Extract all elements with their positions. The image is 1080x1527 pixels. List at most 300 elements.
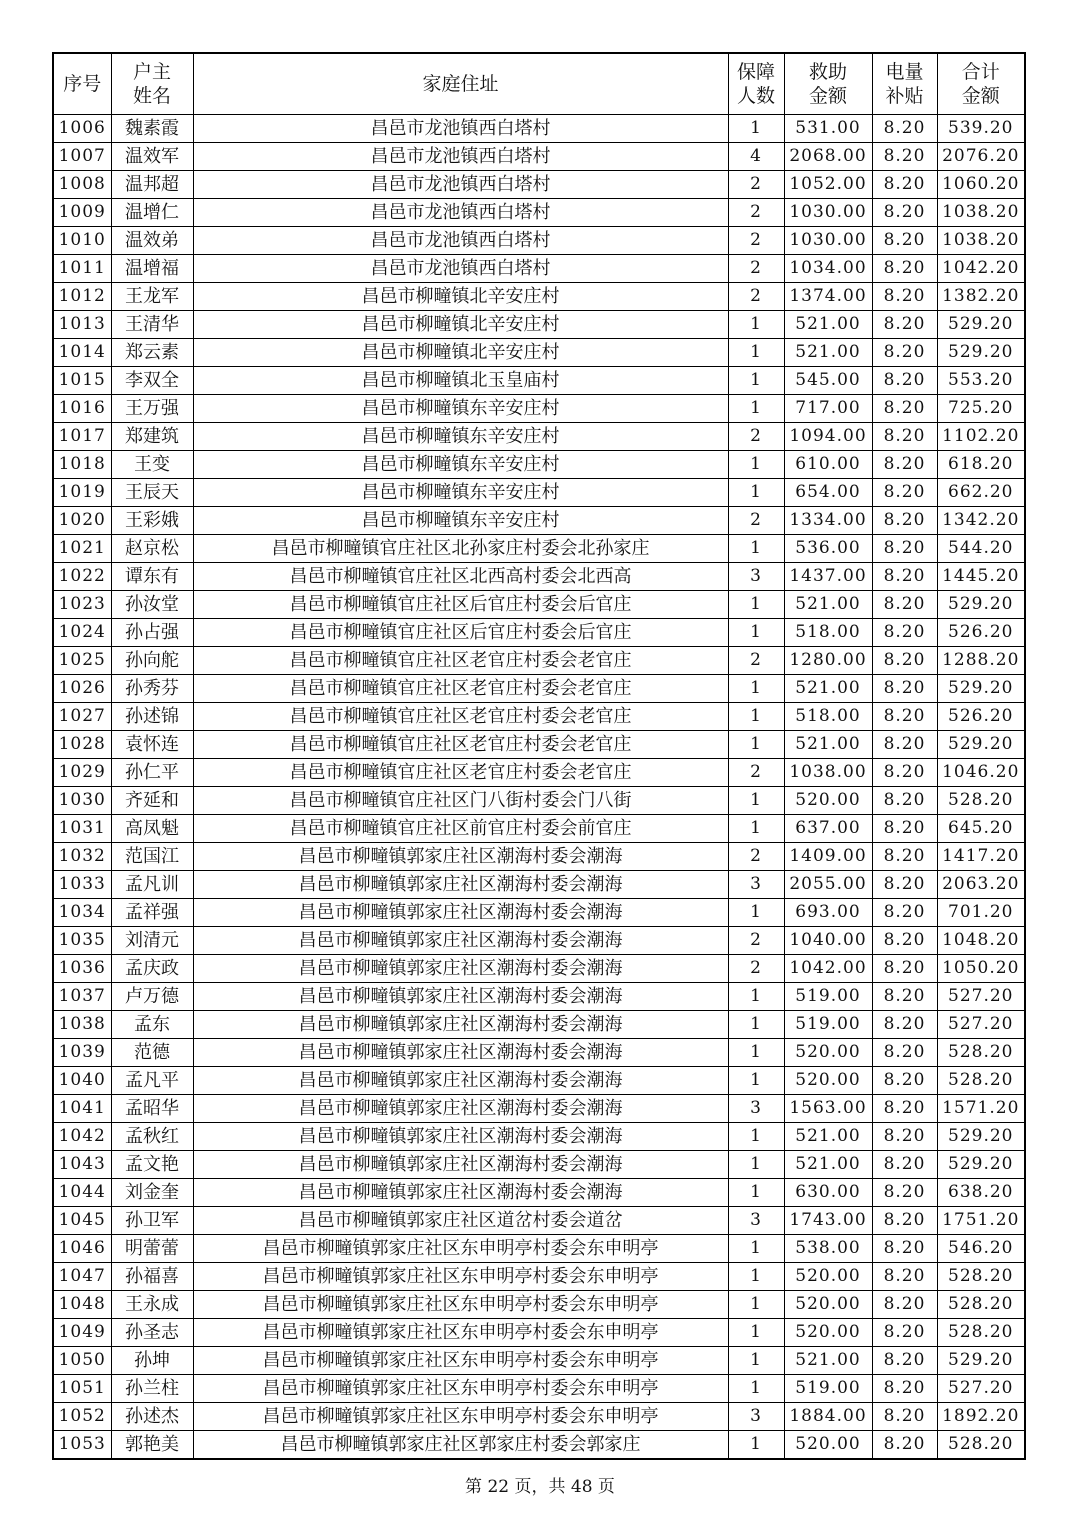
cell-address: 昌邑市柳疃镇郭家庄社区东申明亭村委会东申明亭	[193, 1235, 728, 1263]
table-row	[53, 1375, 1025, 1403]
cell-total-amount: 1042.20	[937, 255, 1025, 283]
cell-power-subsidy: 8.20	[872, 955, 937, 983]
cell-power-subsidy: 8.20	[872, 283, 937, 311]
cell-power-subsidy: 8.20	[872, 787, 937, 815]
cell-total-amount: 725.20	[937, 395, 1025, 423]
table-row	[53, 1431, 1025, 1460]
cell-people-count: 1	[728, 619, 784, 647]
cell-total-amount: 529.20	[937, 311, 1025, 339]
cell-people-count: 3	[728, 1403, 784, 1431]
cell-people-count: 1	[728, 1151, 784, 1179]
table-row	[53, 759, 1025, 787]
cell-seq: 1017	[53, 423, 111, 451]
cell-people-count: 2	[728, 283, 784, 311]
table-row	[53, 703, 1025, 731]
cell-address: 昌邑市柳疃镇官庄社区后官庄村委会后官庄	[193, 591, 728, 619]
cell-seq: 1016	[53, 395, 111, 423]
cell-power-subsidy: 8.20	[872, 983, 937, 1011]
cell-address: 昌邑市柳疃镇官庄社区老官庄村委会老官庄	[193, 647, 728, 675]
cell-total-amount: 544.20	[937, 535, 1025, 563]
table-row	[53, 675, 1025, 703]
cell-householder-name: 温效弟	[111, 227, 193, 255]
table-row	[53, 899, 1025, 927]
cell-seq: 1046	[53, 1235, 111, 1263]
cell-seq: 1049	[53, 1319, 111, 1347]
cell-power-subsidy: 8.20	[872, 1319, 937, 1347]
cell-aid-amount: 1743.00	[784, 1207, 872, 1235]
table-row	[53, 115, 1025, 143]
cell-power-subsidy: 8.20	[872, 927, 937, 955]
cell-householder-name: 孟庆政	[111, 955, 193, 983]
cell-total-amount: 662.20	[937, 479, 1025, 507]
cell-total-amount: 528.20	[937, 1263, 1025, 1291]
cell-total-amount: 1038.20	[937, 227, 1025, 255]
cell-power-subsidy: 8.20	[872, 395, 937, 423]
table-row	[53, 1263, 1025, 1291]
cell-total-amount: 529.20	[937, 1151, 1025, 1179]
cell-address: 昌邑市柳疃镇北玉皇庙村	[193, 367, 728, 395]
cell-aid-amount: 521.00	[784, 1347, 872, 1375]
cell-householder-name: 温增仁	[111, 199, 193, 227]
cell-aid-amount: 545.00	[784, 367, 872, 395]
cell-householder-name: 范国江	[111, 843, 193, 871]
cell-people-count: 1	[728, 1291, 784, 1319]
cell-power-subsidy: 8.20	[872, 675, 937, 703]
cell-seq: 1020	[53, 507, 111, 535]
cell-power-subsidy: 8.20	[872, 871, 937, 899]
cell-address: 昌邑市柳疃镇东辛安庄村	[193, 423, 728, 451]
cell-seq: 1034	[53, 899, 111, 927]
cell-address: 昌邑市柳疃镇郭家庄社区潮海村委会潮海	[193, 927, 728, 955]
cell-power-subsidy: 8.20	[872, 1403, 937, 1431]
cell-householder-name: 孙福喜	[111, 1263, 193, 1291]
cell-aid-amount: 521.00	[784, 591, 872, 619]
cell-seq: 1051	[53, 1375, 111, 1403]
cell-power-subsidy: 8.20	[872, 423, 937, 451]
cell-people-count: 2	[728, 171, 784, 199]
cell-people-count: 1	[728, 1179, 784, 1207]
cell-people-count: 1	[728, 1319, 784, 1347]
cell-seq: 1008	[53, 171, 111, 199]
cell-people-count: 3	[728, 1095, 784, 1123]
cell-address: 昌邑市柳疃镇郭家庄社区潮海村委会潮海	[193, 871, 728, 899]
cell-seq: 1024	[53, 619, 111, 647]
cell-total-amount: 1342.20	[937, 507, 1025, 535]
table-row	[53, 1347, 1025, 1375]
cell-aid-amount: 520.00	[784, 1319, 872, 1347]
header-aid-amount-line2: 金额	[808, 85, 847, 107]
cell-householder-name: 孟凡平	[111, 1067, 193, 1095]
cell-people-count: 1	[728, 1067, 784, 1095]
cell-seq: 1039	[53, 1039, 111, 1067]
table-row	[53, 1403, 1025, 1431]
cell-total-amount: 528.20	[937, 1291, 1025, 1319]
cell-aid-amount: 520.00	[784, 1039, 872, 1067]
cell-address: 昌邑市柳疃镇东辛安庄村	[193, 395, 728, 423]
cell-people-count: 1	[728, 1375, 784, 1403]
cell-power-subsidy: 8.20	[872, 339, 937, 367]
cell-people-count: 1	[728, 311, 784, 339]
cell-seq: 1050	[53, 1347, 111, 1375]
cell-seq: 1041	[53, 1095, 111, 1123]
cell-householder-name: 孟秋红	[111, 1123, 193, 1151]
cell-power-subsidy: 8.20	[872, 759, 937, 787]
cell-power-subsidy: 8.20	[872, 311, 937, 339]
cell-address: 昌邑市柳疃镇北辛安庄村	[193, 283, 728, 311]
cell-householder-name: 王彩娥	[111, 507, 193, 535]
cell-power-subsidy: 8.20	[872, 899, 937, 927]
cell-people-count: 1	[728, 535, 784, 563]
cell-aid-amount: 1437.00	[784, 563, 872, 591]
cell-total-amount: 1288.20	[937, 647, 1025, 675]
cell-address: 昌邑市柳疃镇官庄社区老官庄村委会老官庄	[193, 703, 728, 731]
table-row	[53, 1039, 1025, 1067]
cell-people-count: 2	[728, 927, 784, 955]
cell-seq: 1015	[53, 367, 111, 395]
cell-address: 昌邑市柳疃镇郭家庄社区潮海村委会潮海	[193, 1067, 728, 1095]
cell-aid-amount: 536.00	[784, 535, 872, 563]
cell-aid-amount: 518.00	[784, 703, 872, 731]
cell-people-count: 3	[728, 563, 784, 591]
cell-aid-amount: 520.00	[784, 787, 872, 815]
cell-people-count: 1	[728, 115, 784, 143]
table-row	[53, 171, 1025, 199]
cell-address: 昌邑市柳疃镇郭家庄社区潮海村委会潮海	[193, 955, 728, 983]
cell-total-amount: 1046.20	[937, 759, 1025, 787]
cell-address: 昌邑市柳疃镇郭家庄社区潮海村委会潮海	[193, 1123, 728, 1151]
cell-aid-amount: 518.00	[784, 619, 872, 647]
cell-total-amount: 1050.20	[937, 955, 1025, 983]
cell-people-count: 3	[728, 871, 784, 899]
cell-householder-name: 王万强	[111, 395, 193, 423]
cell-householder-name: 王辰天	[111, 479, 193, 507]
cell-people-count: 2	[728, 199, 784, 227]
cell-power-subsidy: 8.20	[872, 563, 937, 591]
cell-aid-amount: 610.00	[784, 451, 872, 479]
cell-aid-amount: 519.00	[784, 983, 872, 1011]
table-row	[53, 227, 1025, 255]
cell-seq: 1009	[53, 199, 111, 227]
cell-people-count: 1	[728, 395, 784, 423]
cell-power-subsidy: 8.20	[872, 1263, 937, 1291]
table-row	[53, 367, 1025, 395]
cell-householder-name: 谭东有	[111, 563, 193, 591]
header-householder-name-line1: 户主	[132, 61, 171, 83]
cell-power-subsidy: 8.20	[872, 647, 937, 675]
cell-people-count: 1	[728, 451, 784, 479]
cell-householder-name: 孙述杰	[111, 1403, 193, 1431]
cell-householder-name: 齐延和	[111, 787, 193, 815]
cell-total-amount: 1102.20	[937, 423, 1025, 451]
header-householder-name-line2: 姓名	[132, 85, 171, 107]
cell-householder-name: 温邦超	[111, 171, 193, 199]
cell-aid-amount: 1038.00	[784, 759, 872, 787]
header-power-subsidy	[872, 53, 937, 115]
cell-householder-name: 郑建筑	[111, 423, 193, 451]
cell-seq: 1047	[53, 1263, 111, 1291]
cell-total-amount: 528.20	[937, 787, 1025, 815]
cell-address: 昌邑市柳疃镇郭家庄社区东申明亭村委会东申明亭	[193, 1291, 728, 1319]
cell-aid-amount: 531.00	[784, 115, 872, 143]
cell-seq: 1030	[53, 787, 111, 815]
cell-total-amount: 527.20	[937, 1011, 1025, 1039]
cell-total-amount: 528.20	[937, 1039, 1025, 1067]
cell-total-amount: 1417.20	[937, 843, 1025, 871]
cell-address: 昌邑市柳疃镇官庄社区老官庄村委会老官庄	[193, 731, 728, 759]
cell-aid-amount: 2055.00	[784, 871, 872, 899]
cell-total-amount: 529.20	[937, 1347, 1025, 1375]
cell-aid-amount: 1030.00	[784, 199, 872, 227]
cell-address: 昌邑市柳疃镇郭家庄社区东申明亭村委会东申明亭	[193, 1319, 728, 1347]
table-row	[53, 451, 1025, 479]
cell-seq: 1013	[53, 311, 111, 339]
table-row	[53, 983, 1025, 1011]
cell-power-subsidy: 8.20	[872, 227, 937, 255]
cell-total-amount: 2063.20	[937, 871, 1025, 899]
table-row	[53, 563, 1025, 591]
cell-address: 昌邑市柳疃镇郭家庄社区道岔村委会道岔	[193, 1207, 728, 1235]
cell-aid-amount: 538.00	[784, 1235, 872, 1263]
table-row	[53, 787, 1025, 815]
cell-total-amount: 1060.20	[937, 171, 1025, 199]
cell-power-subsidy: 8.20	[872, 1347, 937, 1375]
cell-power-subsidy: 8.20	[872, 1235, 937, 1263]
cell-aid-amount: 1409.00	[784, 843, 872, 871]
table-row	[53, 1151, 1025, 1179]
cell-address: 昌邑市柳疃镇郭家庄社区潮海村委会潮海	[193, 1095, 728, 1123]
cell-people-count: 2	[728, 955, 784, 983]
cell-address: 昌邑市龙池镇西白塔村	[193, 227, 728, 255]
cell-aid-amount: 520.00	[784, 1263, 872, 1291]
header-total-amount	[937, 53, 1025, 115]
cell-aid-amount: 1280.00	[784, 647, 872, 675]
cell-address: 昌邑市柳疃镇郭家庄社区潮海村委会潮海	[193, 899, 728, 927]
table-row	[53, 871, 1025, 899]
table-row	[53, 619, 1025, 647]
cell-householder-name: 王龙军	[111, 283, 193, 311]
cell-power-subsidy: 8.20	[872, 451, 937, 479]
table-row	[53, 1067, 1025, 1095]
cell-address: 昌邑市柳疃镇东辛安庄村	[193, 479, 728, 507]
cell-address: 昌邑市柳疃镇官庄社区北西高村委会北西高	[193, 563, 728, 591]
cell-people-count: 2	[728, 423, 784, 451]
cell-aid-amount: 1052.00	[784, 171, 872, 199]
cell-seq: 1040	[53, 1067, 111, 1095]
cell-seq: 1045	[53, 1207, 111, 1235]
cell-people-count: 1	[728, 591, 784, 619]
cell-seq: 1011	[53, 255, 111, 283]
cell-total-amount: 529.20	[937, 675, 1025, 703]
cell-power-subsidy: 8.20	[872, 815, 937, 843]
cell-total-amount: 526.20	[937, 703, 1025, 731]
table-row	[53, 199, 1025, 227]
cell-power-subsidy: 8.20	[872, 1375, 937, 1403]
cell-seq: 1028	[53, 731, 111, 759]
cell-householder-name: 孟昭华	[111, 1095, 193, 1123]
cell-total-amount: 1571.20	[937, 1095, 1025, 1123]
cell-total-amount: 529.20	[937, 731, 1025, 759]
table-row	[53, 311, 1025, 339]
cell-total-amount: 553.20	[937, 367, 1025, 395]
cell-householder-name: 高凤魁	[111, 815, 193, 843]
cell-address: 昌邑市柳疃镇郭家庄社区潮海村委会潮海	[193, 1179, 728, 1207]
cell-seq: 1025	[53, 647, 111, 675]
cell-householder-name: 孙汝堂	[111, 591, 193, 619]
cell-total-amount: 638.20	[937, 1179, 1025, 1207]
cell-householder-name: 孙坤	[111, 1347, 193, 1375]
cell-total-amount: 1751.20	[937, 1207, 1025, 1235]
cell-power-subsidy: 8.20	[872, 199, 937, 227]
cell-address: 昌邑市柳疃镇郭家庄社区潮海村委会潮海	[193, 843, 728, 871]
cell-householder-name: 孙述锦	[111, 703, 193, 731]
cell-householder-name: 郭艳美	[111, 1431, 193, 1460]
cell-aid-amount: 520.00	[784, 1067, 872, 1095]
cell-seq: 1023	[53, 591, 111, 619]
cell-address: 昌邑市柳疃镇郭家庄社区潮海村委会潮海	[193, 1151, 728, 1179]
cell-householder-name: 孟凡训	[111, 871, 193, 899]
cell-aid-amount: 521.00	[784, 1151, 872, 1179]
cell-householder-name: 明蕾蕾	[111, 1235, 193, 1263]
cell-total-amount: 645.20	[937, 815, 1025, 843]
cell-address: 昌邑市柳疃镇官庄社区前官庄村委会前官庄	[193, 815, 728, 843]
cell-address: 昌邑市柳疃镇郭家庄社区潮海村委会潮海	[193, 1011, 728, 1039]
cell-power-subsidy: 8.20	[872, 507, 937, 535]
cell-power-subsidy: 8.20	[872, 171, 937, 199]
cell-seq: 1022	[53, 563, 111, 591]
cell-people-count: 1	[728, 339, 784, 367]
cell-power-subsidy: 8.20	[872, 1123, 937, 1151]
cell-address: 昌邑市柳疃镇郭家庄社区东申明亭村委会东申明亭	[193, 1403, 728, 1431]
cell-power-subsidy: 8.20	[872, 731, 937, 759]
cell-people-count: 2	[728, 507, 784, 535]
cell-people-count: 1	[728, 675, 784, 703]
cell-seq: 1043	[53, 1151, 111, 1179]
cell-seq: 1029	[53, 759, 111, 787]
cell-householder-name: 范德	[111, 1039, 193, 1067]
cell-aid-amount: 1563.00	[784, 1095, 872, 1123]
cell-people-count: 2	[728, 843, 784, 871]
cell-seq: 1026	[53, 675, 111, 703]
header-people-count	[728, 53, 784, 115]
cell-total-amount: 529.20	[937, 591, 1025, 619]
cell-householder-name: 王永成	[111, 1291, 193, 1319]
cell-householder-name: 孟东	[111, 1011, 193, 1039]
cell-aid-amount: 1094.00	[784, 423, 872, 451]
cell-seq: 1036	[53, 955, 111, 983]
cell-address: 昌邑市柳疃镇东辛安庄村	[193, 451, 728, 479]
cell-people-count: 1	[728, 479, 784, 507]
cell-address: 昌邑市柳疃镇郭家庄社区郭家庄村委会郭家庄	[193, 1431, 728, 1460]
table-row	[53, 283, 1025, 311]
cell-seq: 1053	[53, 1431, 111, 1460]
header-power-subsidy-line1: 电量	[885, 61, 924, 83]
cell-aid-amount: 654.00	[784, 479, 872, 507]
cell-power-subsidy: 8.20	[872, 703, 937, 731]
cell-total-amount: 528.20	[937, 1067, 1025, 1095]
cell-seq: 1010	[53, 227, 111, 255]
cell-seq: 1014	[53, 339, 111, 367]
cell-address: 昌邑市柳疃镇官庄社区门八街村委会门八街	[193, 787, 728, 815]
cell-people-count: 2	[728, 255, 784, 283]
cell-householder-name: 孙秀芬	[111, 675, 193, 703]
cell-householder-name: 孟祥强	[111, 899, 193, 927]
cell-seq: 1012	[53, 283, 111, 311]
cell-seq: 1006	[53, 115, 111, 143]
cell-address: 昌邑市柳疃镇官庄社区老官庄村委会老官庄	[193, 675, 728, 703]
header-aid-amount-line1: 救助	[808, 61, 847, 83]
cell-aid-amount: 521.00	[784, 311, 872, 339]
cell-power-subsidy: 8.20	[872, 591, 937, 619]
cell-people-count: 1	[728, 703, 784, 731]
table-row	[53, 535, 1025, 563]
cell-aid-amount: 520.00	[784, 1291, 872, 1319]
cell-aid-amount: 1042.00	[784, 955, 872, 983]
table-row	[53, 1319, 1025, 1347]
cell-total-amount: 1048.20	[937, 927, 1025, 955]
cell-address: 昌邑市柳疃镇郭家庄社区东申明亭村委会东申明亭	[193, 1375, 728, 1403]
cell-address: 昌邑市柳疃镇官庄社区老官庄村委会老官庄	[193, 759, 728, 787]
cell-people-count: 1	[728, 787, 784, 815]
cell-seq: 1038	[53, 1011, 111, 1039]
cell-total-amount: 529.20	[937, 1123, 1025, 1151]
table-row	[53, 479, 1025, 507]
cell-seq: 1032	[53, 843, 111, 871]
cell-power-subsidy: 8.20	[872, 1291, 937, 1319]
cell-householder-name: 袁怀连	[111, 731, 193, 759]
cell-householder-name: 王变	[111, 451, 193, 479]
cell-total-amount: 528.20	[937, 1431, 1025, 1460]
cell-total-amount: 701.20	[937, 899, 1025, 927]
table-row	[53, 395, 1025, 423]
cell-seq: 1019	[53, 479, 111, 507]
table-row	[53, 423, 1025, 451]
cell-total-amount: 1382.20	[937, 283, 1025, 311]
cell-householder-name: 卢万德	[111, 983, 193, 1011]
cell-address: 昌邑市龙池镇西白塔村	[193, 255, 728, 283]
cell-total-amount: 539.20	[937, 115, 1025, 143]
cell-power-subsidy: 8.20	[872, 1039, 937, 1067]
cell-seq: 1021	[53, 535, 111, 563]
cell-householder-name: 孙圣志	[111, 1319, 193, 1347]
cell-seq: 1027	[53, 703, 111, 731]
cell-total-amount: 527.20	[937, 983, 1025, 1011]
cell-power-subsidy: 8.20	[872, 1179, 937, 1207]
cell-aid-amount: 1884.00	[784, 1403, 872, 1431]
cell-people-count: 1	[728, 1123, 784, 1151]
cell-power-subsidy: 8.20	[872, 535, 937, 563]
cell-people-count: 1	[728, 1011, 784, 1039]
header-total-amount-line1: 合计	[961, 61, 1000, 83]
cell-address: 昌邑市龙池镇西白塔村	[193, 143, 728, 171]
cell-people-count: 1	[728, 1235, 784, 1263]
cell-seq: 1018	[53, 451, 111, 479]
cell-seq: 1035	[53, 927, 111, 955]
table-row	[53, 143, 1025, 171]
cell-householder-name: 魏素霞	[111, 115, 193, 143]
cell-seq: 1037	[53, 983, 111, 1011]
cell-address: 昌邑市龙池镇西白塔村	[193, 115, 728, 143]
table-row	[53, 255, 1025, 283]
cell-householder-name: 王清华	[111, 311, 193, 339]
cell-people-count: 1	[728, 815, 784, 843]
table-row	[53, 1235, 1025, 1263]
cell-seq: 1007	[53, 143, 111, 171]
cell-power-subsidy: 8.20	[872, 619, 937, 647]
table-row	[53, 507, 1025, 535]
cell-total-amount: 1038.20	[937, 199, 1025, 227]
cell-people-count: 3	[728, 1207, 784, 1235]
cell-aid-amount: 521.00	[784, 339, 872, 367]
